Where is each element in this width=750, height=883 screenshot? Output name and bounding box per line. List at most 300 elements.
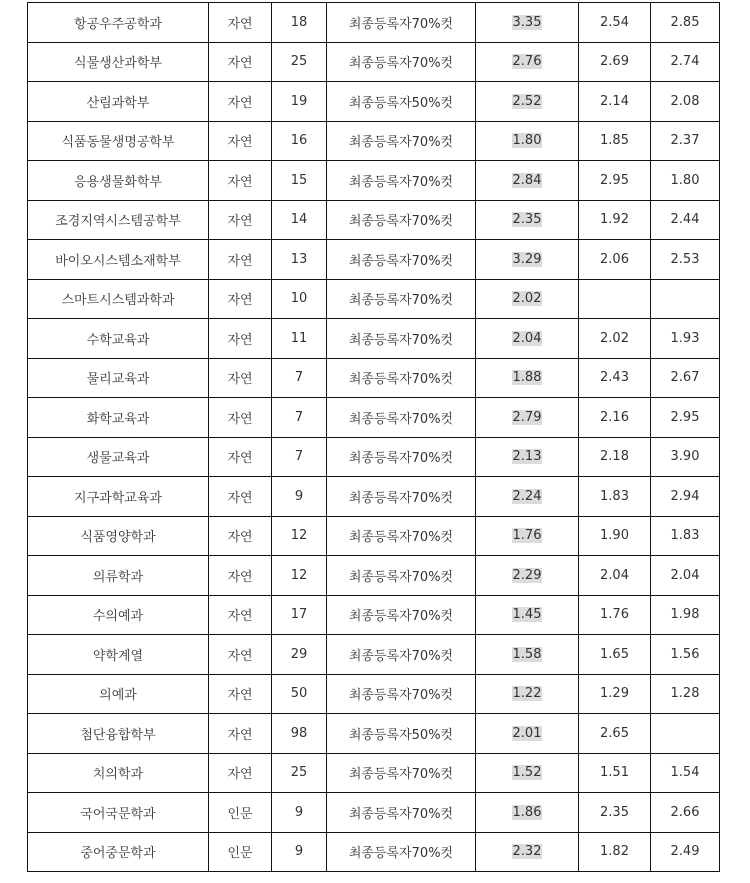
cell-text: 최종등록자70%컷	[348, 174, 454, 190]
grade-prev-cell	[579, 793, 651, 833]
cell-text: 1.92	[600, 212, 629, 228]
quota-cell	[272, 200, 327, 240]
grade-prev-cell	[579, 674, 651, 714]
cell-text: 2.37	[670, 133, 700, 149]
grade-prev-cell	[579, 279, 651, 319]
cell-text: 19	[290, 93, 308, 109]
cutoff-basis-cell	[327, 595, 476, 635]
table-row	[28, 319, 720, 359]
quota-cell	[272, 595, 327, 635]
cell-text: 자연	[227, 609, 253, 625]
cell-text: 1.22	[512, 686, 542, 702]
cell-text: 자연	[227, 253, 253, 269]
cell-text: 최종등록자70%컷	[348, 214, 454, 230]
grade-prev2-cell	[651, 121, 720, 161]
grade-prev2-cell	[651, 358, 720, 398]
cell-text: 25	[290, 765, 308, 781]
cell-text: 2.79	[512, 409, 542, 425]
cell-text: 1.56	[670, 646, 700, 662]
cell-text: 수학교육과	[86, 332, 150, 348]
cell-text: 2.76	[512, 54, 542, 70]
grade-current-cell	[476, 674, 579, 714]
cell-text: 7	[294, 370, 304, 386]
grade-prev-cell	[579, 358, 651, 398]
grade-prev2-cell	[651, 832, 720, 872]
grade-current-cell	[476, 200, 579, 240]
cell-text: 최종등록자70%컷	[348, 293, 454, 309]
grade-prev2-cell	[651, 279, 720, 319]
grade-prev2-cell	[651, 674, 720, 714]
cutoff-basis-cell	[327, 556, 476, 596]
cell-text: 2.95	[600, 172, 629, 188]
department-cell	[28, 358, 209, 398]
grade-prev2-cell	[651, 516, 720, 556]
quota-cell	[272, 240, 327, 280]
cell-text: 13	[290, 251, 308, 267]
cell-text: 자연	[227, 214, 253, 230]
grade-current-cell	[476, 753, 579, 793]
cell-text: 2.02	[512, 291, 542, 307]
cutoff-basis-cell	[327, 161, 476, 201]
cell-text: 1.80	[670, 172, 700, 188]
grade-current-cell	[476, 832, 579, 872]
track-cell	[209, 82, 272, 122]
cell-text: 1.83	[670, 528, 700, 544]
cutoff-basis-cell	[327, 200, 476, 240]
quota-cell	[272, 635, 327, 675]
cell-text: 자연	[227, 293, 253, 309]
cell-text: 2.01	[512, 725, 542, 741]
track-cell	[209, 793, 272, 833]
cutoff-basis-cell	[327, 398, 476, 438]
cell-text: 수의예과	[92, 609, 144, 625]
grade-prev-cell	[579, 200, 651, 240]
cell-text: 바이오시스템소재학부	[55, 253, 181, 269]
cell-text: 자연	[227, 648, 253, 664]
cell-text: 2.95	[670, 409, 700, 425]
cell-text: 식물생산과학부	[74, 56, 162, 72]
cell-text: 1.51	[600, 765, 629, 781]
cell-text: 2.14	[600, 93, 629, 109]
cutoff-basis-cell	[327, 516, 476, 556]
cell-text: 3.29	[512, 251, 542, 267]
cell-text: 자연	[227, 490, 253, 506]
cell-text: 2.65	[600, 725, 629, 741]
cell-text: 3.35	[512, 14, 542, 30]
grade-prev-cell	[579, 635, 651, 675]
track-cell	[209, 753, 272, 793]
cell-text: 최종등록자70%컷	[348, 253, 454, 269]
department-cell	[28, 398, 209, 438]
cell-text: 자연	[227, 135, 253, 151]
track-cell	[209, 319, 272, 359]
grade-prev-cell	[579, 82, 651, 122]
cell-text: 2.49	[670, 844, 700, 860]
cutoff-basis-cell	[327, 714, 476, 754]
cell-text: 스마트시스템과학과	[61, 293, 175, 309]
cutoff-basis-cell	[327, 279, 476, 319]
cell-text: 1.65	[600, 646, 629, 662]
department-cell	[28, 240, 209, 280]
cell-text: 2.85	[670, 14, 700, 30]
grade-current-cell	[476, 240, 579, 280]
cutoff-basis-cell	[327, 477, 476, 517]
grade-prev2-cell	[651, 82, 720, 122]
cell-text: 최종등록자70%컷	[348, 530, 454, 546]
cell-text: 최종등록자70%컷	[348, 411, 454, 427]
cell-text: 10	[290, 291, 308, 307]
quota-cell	[272, 714, 327, 754]
cell-text: 의예과	[99, 688, 137, 704]
quota-cell	[272, 477, 327, 517]
grade-current-cell	[476, 42, 579, 82]
department-cell	[28, 42, 209, 82]
cell-text: 최종등록자70%컷	[348, 846, 454, 862]
grade-prev2-cell	[651, 200, 720, 240]
table-row	[28, 121, 720, 161]
table-row	[28, 753, 720, 793]
department-cell	[28, 714, 209, 754]
cell-text: 29	[290, 646, 308, 662]
cell-text: 2.04	[670, 567, 700, 583]
cutoff-basis-cell	[327, 793, 476, 833]
cell-text: 1.82	[600, 844, 629, 860]
grade-prev2-cell	[651, 477, 720, 517]
track-cell	[209, 595, 272, 635]
cell-text: 인문	[227, 846, 253, 862]
cutoff-basis-cell	[327, 240, 476, 280]
cell-text: 2.44	[670, 212, 700, 228]
grade-current-cell	[476, 635, 579, 675]
cell-text: 산림과학부	[86, 95, 150, 111]
cell-text: 첨단융합학부	[80, 727, 156, 743]
table-row	[28, 279, 720, 319]
cutoff-basis-cell	[327, 121, 476, 161]
cell-text: 최종등록자70%컷	[348, 569, 454, 585]
grade-prev-cell	[579, 398, 651, 438]
admissions-table	[27, 2, 720, 872]
grade-prev2-cell	[651, 398, 720, 438]
grade-prev2-cell	[651, 240, 720, 280]
cell-text: 2.35	[600, 804, 629, 820]
table-row	[28, 832, 720, 872]
grade-prev-cell	[579, 121, 651, 161]
quota-cell	[272, 358, 327, 398]
cell-text: 12	[290, 528, 308, 544]
table-row	[28, 161, 720, 201]
table-row	[28, 714, 720, 754]
grade-prev-cell	[579, 437, 651, 477]
cell-text: 2.08	[670, 93, 700, 109]
track-cell	[209, 832, 272, 872]
cell-text: 14	[290, 212, 308, 228]
grade-prev2-cell	[651, 714, 720, 754]
grade-prev2-cell	[651, 753, 720, 793]
cell-text: 자연	[227, 95, 253, 111]
department-cell	[28, 477, 209, 517]
table-row	[28, 635, 720, 675]
cell-text: 최종등록자70%컷	[348, 451, 454, 467]
grade-current-cell	[476, 279, 579, 319]
table-row	[28, 674, 720, 714]
cell-text: 항공우주공학과	[74, 16, 162, 32]
cell-text: 인문	[227, 806, 253, 822]
cell-text: 최종등록자70%컷	[348, 609, 454, 625]
track-cell	[209, 477, 272, 517]
table-row	[28, 42, 720, 82]
cell-text: 2.32	[512, 844, 542, 860]
cell-text: 자연	[227, 332, 253, 348]
department-cell	[28, 793, 209, 833]
cell-text: 2.04	[512, 330, 542, 346]
cell-text: 2.18	[600, 449, 629, 465]
quota-cell	[272, 398, 327, 438]
cutoff-basis-cell	[327, 358, 476, 398]
quota-cell	[272, 516, 327, 556]
cell-text: 응용생물화학부	[74, 174, 162, 190]
cell-text: 자연	[227, 727, 253, 743]
department-cell	[28, 674, 209, 714]
department-cell	[28, 595, 209, 635]
cell-text: 1.76	[512, 528, 542, 544]
cutoff-basis-cell	[327, 635, 476, 675]
cell-text: 2.24	[512, 488, 542, 504]
cell-text: 2.66	[670, 804, 700, 820]
table-body	[28, 3, 720, 872]
cell-text: 식품동물생명공학부	[61, 135, 175, 151]
table-row	[28, 358, 720, 398]
cell-text: 자연	[227, 530, 253, 546]
table-row	[28, 437, 720, 477]
cell-text: 최종등록자70%컷	[348, 806, 454, 822]
table-row	[28, 200, 720, 240]
cell-text: 조경지역시스템공학부	[55, 214, 181, 230]
cell-text: 1.98	[670, 607, 700, 623]
track-cell	[209, 556, 272, 596]
grade-current-cell	[476, 161, 579, 201]
track-cell	[209, 635, 272, 675]
cell-text: 2.54	[600, 14, 629, 30]
grade-current-cell	[476, 398, 579, 438]
cell-text: 자연	[227, 56, 253, 72]
track-cell	[209, 358, 272, 398]
cell-text: 3.90	[670, 449, 700, 465]
cell-text: 1.88	[512, 370, 542, 386]
department-cell	[28, 556, 209, 596]
track-cell	[209, 714, 272, 754]
grade-prev-cell	[579, 556, 651, 596]
cell-text: 1.45	[512, 607, 542, 623]
grade-prev-cell	[579, 319, 651, 359]
cell-text: 2.84	[512, 172, 542, 188]
grade-current-cell	[476, 319, 579, 359]
cell-text: 9	[294, 488, 304, 504]
cell-text: 18	[290, 14, 308, 30]
grade-prev2-cell	[651, 793, 720, 833]
cell-text: 1.54	[670, 765, 700, 781]
cell-text: 12	[290, 567, 308, 583]
cell-text: 최종등록자70%컷	[348, 56, 454, 72]
grade-prev2-cell	[651, 437, 720, 477]
track-cell	[209, 121, 272, 161]
cutoff-basis-cell	[327, 3, 476, 43]
department-cell	[28, 516, 209, 556]
cell-text: 1.90	[600, 528, 629, 544]
cell-text: 1.80	[512, 133, 542, 149]
cell-text: 최종등록자70%컷	[348, 135, 454, 151]
cell-text: 최종등록자70%컷	[348, 332, 454, 348]
track-cell	[209, 240, 272, 280]
grade-prev2-cell	[651, 42, 720, 82]
cell-text: 자연	[227, 569, 253, 585]
department-cell	[28, 279, 209, 319]
cell-text: 1.93	[670, 330, 700, 346]
quota-cell	[272, 42, 327, 82]
cell-text: 생물교육과	[86, 451, 150, 467]
department-cell	[28, 319, 209, 359]
cell-text: 최종등록자70%컷	[348, 648, 454, 664]
department-cell	[28, 161, 209, 201]
cell-text: 2.69	[600, 54, 629, 70]
grade-prev2-cell	[651, 595, 720, 635]
cell-text: 1.29	[600, 686, 629, 702]
quota-cell	[272, 82, 327, 122]
grade-current-cell	[476, 477, 579, 517]
track-cell	[209, 279, 272, 319]
cell-text: 2.74	[670, 54, 700, 70]
table-row	[28, 240, 720, 280]
cell-text: 자연	[227, 688, 253, 704]
grade-current-cell	[476, 595, 579, 635]
cell-text: 의류학과	[92, 569, 144, 585]
cell-text: 1.76	[600, 607, 629, 623]
department-cell	[28, 200, 209, 240]
cell-text: 2.13	[512, 449, 542, 465]
cutoff-basis-cell	[327, 319, 476, 359]
cutoff-basis-cell	[327, 753, 476, 793]
table-row	[28, 477, 720, 517]
table-row	[28, 556, 720, 596]
cell-text: 98	[290, 725, 308, 741]
cell-text: 9	[294, 844, 304, 860]
cell-text: 2.02	[600, 330, 629, 346]
department-cell	[28, 3, 209, 43]
quota-cell	[272, 556, 327, 596]
department-cell	[28, 832, 209, 872]
cell-text: 최종등록자50%컷	[348, 95, 454, 111]
cell-text: 자연	[227, 767, 253, 783]
cutoff-basis-cell	[327, 42, 476, 82]
cell-text: 1.85	[600, 133, 629, 149]
grade-current-cell	[476, 358, 579, 398]
table-row	[28, 793, 720, 833]
grade-prev-cell	[579, 477, 651, 517]
cell-text: 2.06	[600, 251, 629, 267]
department-cell	[28, 82, 209, 122]
grade-current-cell	[476, 3, 579, 43]
cell-text: 식품영양학과	[80, 530, 156, 546]
grade-current-cell	[476, 121, 579, 161]
grade-prev-cell	[579, 240, 651, 280]
table-row	[28, 3, 720, 43]
cell-text: 물리교육과	[86, 372, 150, 388]
cell-text: 자연	[227, 372, 253, 388]
cell-text: 자연	[227, 451, 253, 467]
cell-text: 16	[290, 133, 308, 149]
cell-text: 2.04	[600, 567, 629, 583]
cell-text: 7	[294, 449, 304, 465]
cell-text: 17	[290, 607, 308, 623]
quota-cell	[272, 832, 327, 872]
cell-text: 2.94	[670, 488, 700, 504]
quota-cell	[272, 319, 327, 359]
track-cell	[209, 3, 272, 43]
table-row	[28, 595, 720, 635]
cell-text: 50	[290, 686, 308, 702]
cell-text: 치의학과	[92, 767, 144, 783]
department-cell	[28, 635, 209, 675]
grade-prev2-cell	[651, 161, 720, 201]
track-cell	[209, 516, 272, 556]
grade-current-cell	[476, 437, 579, 477]
cell-text: 2.67	[670, 370, 700, 386]
cell-text: 2.53	[670, 251, 700, 267]
cell-text: 국어국문학과	[80, 806, 156, 822]
cell-text: 최종등록자70%컷	[348, 372, 454, 388]
cell-text: 15	[290, 172, 308, 188]
cell-text: 2.43	[600, 370, 629, 386]
grade-current-cell	[476, 793, 579, 833]
cell-text: 자연	[227, 411, 253, 427]
grade-prev-cell	[579, 595, 651, 635]
grade-prev-cell	[579, 753, 651, 793]
grade-prev2-cell	[651, 556, 720, 596]
table-row	[28, 82, 720, 122]
cell-text: 자연	[227, 174, 253, 190]
cell-text: 최종등록자70%컷	[348, 767, 454, 783]
quota-cell	[272, 793, 327, 833]
cutoff-basis-cell	[327, 82, 476, 122]
quota-cell	[272, 753, 327, 793]
cell-text: 1.83	[600, 488, 629, 504]
cell-text: 9	[294, 804, 304, 820]
cell-text: 2.52	[512, 93, 542, 109]
cutoff-basis-cell	[327, 674, 476, 714]
cell-text: 2.16	[600, 409, 629, 425]
cell-text: 최종등록자50%컷	[348, 727, 454, 743]
cell-text: 최종등록자70%컷	[348, 490, 454, 506]
grade-prev2-cell	[651, 319, 720, 359]
cell-text: 약학계열	[92, 648, 144, 664]
grade-current-cell	[476, 556, 579, 596]
track-cell	[209, 674, 272, 714]
cell-text: 1.28	[670, 686, 700, 702]
quota-cell	[272, 437, 327, 477]
grade-current-cell	[476, 82, 579, 122]
cell-text: 25	[290, 54, 308, 70]
grade-prev2-cell	[651, 3, 720, 43]
track-cell	[209, 437, 272, 477]
cell-text: 1.58	[512, 646, 542, 662]
cell-text: 지구과학교육과	[74, 490, 162, 506]
quota-cell	[272, 279, 327, 319]
grade-prev-cell	[579, 42, 651, 82]
cell-text: 최종등록자70%컷	[348, 16, 454, 32]
cell-text: 7	[294, 409, 304, 425]
department-cell	[28, 753, 209, 793]
track-cell	[209, 200, 272, 240]
quota-cell	[272, 3, 327, 43]
